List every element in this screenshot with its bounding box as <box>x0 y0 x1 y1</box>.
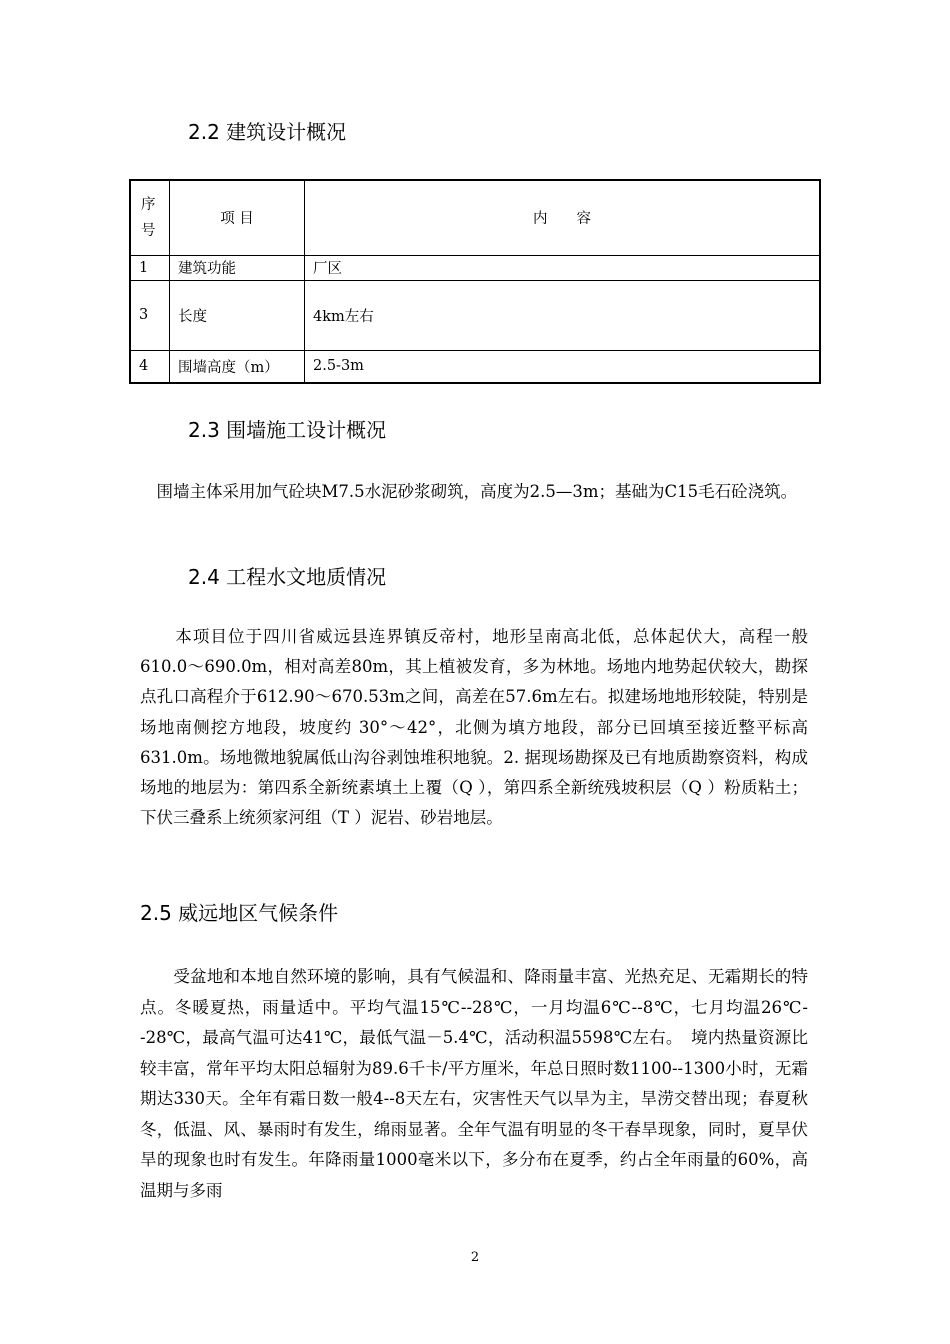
table-header-row <box>130 180 820 255</box>
section-2-2-title: 2.2 建筑设计概况 <box>188 120 347 144</box>
row-item: 围墙高度（m） <box>170 350 305 383</box>
header-no: 序号 <box>130 180 170 255</box>
row-no: 3 <box>130 280 170 350</box>
row-content: 厂区 <box>305 255 821 280</box>
row-content: 4km左右 <box>305 280 821 350</box>
section-2-3-paragraph: 围墙主体采用加气砼块M7.5水泥砂浆砌筑，高度为2.5—3m；基础为C15毛石砼浇筑。 <box>140 482 798 501</box>
row-item: 长度 <box>170 280 305 350</box>
header-content: 内 容 <box>305 180 821 255</box>
section-2-4-title: 2.4 工程水文地质情况 <box>188 565 387 589</box>
table-row <box>130 350 820 383</box>
building-overview-table <box>129 179 821 384</box>
row-no: 1 <box>130 255 170 280</box>
table-row <box>130 255 820 280</box>
section-2-5-title: 2.5 威远地区气候条件 <box>140 901 339 925</box>
page-number: 2 <box>470 1250 480 1265</box>
row-no: 4 <box>130 350 170 383</box>
row-item: 建筑功能 <box>170 255 305 280</box>
header-item: 项 目 <box>170 180 305 255</box>
section-2-5-paragraph: 受盆地和本地自然环境的影响，具有气候温和、降雨量丰富、光热充足、无霜期长的特点。冬暖夏热，雨量适中。平均气温15℃--28℃，一月均温6℃--8℃，七月均温26℃--28℃，最高气温可达41℃，最低气温－5.4℃，活动积温5598℃左右。 境内热量资源比较丰富，常年平均太阳总辐射为89.6千卡/平方厘米，年总日照时数1100--1300小时，无霜期达330天。全年有霜日数一般4--8天左右，灾害性天气以旱为主，旱涝交替出现；春夏秋冬，低温、风、暴雨时有发生，绵雨显著。全年气温有明显的冬干春旱现象，同时，夏旱伏旱的现象也时有发生。年降雨量1000毫米以下，多分布在夏季，约占全年雨量的60%，高温期与多雨 <box>140 967 808 1200</box>
row-content: 2.5-3m <box>305 350 821 383</box>
table-row <box>130 280 820 350</box>
section-2-3-title: 2.3 围墙施工设计概况 <box>188 418 387 442</box>
section-2-4-paragraph: 本项目位于四川省威远县连界镇反帝村，地形呈南高北低，总体起伏大，高程一般610.0～690.0m，相对高差80m，其上植被发育，多为林地。场地内地势起伏较大，勘探点孔口高程介于612.90～670.53m之间，高差在57.6m左右。拟建场地地形较陡，特别是场地南侧挖方地段，坡度约 30°～42°，北侧为填方地段，部分已回填至接近整平标高631.0m。场地微地貌属低山沟谷剥蚀堆积地貌。2. 据现场勘探及已有地质勘察资料，构成场地的地层为：第四系全新统素填土上覆（Q ），第四系全新统残坡积层（Q ）粉质粘土；下伏三叠系上统须家河组（T ）泥岩、砂岩地层。 <box>140 627 808 828</box>
